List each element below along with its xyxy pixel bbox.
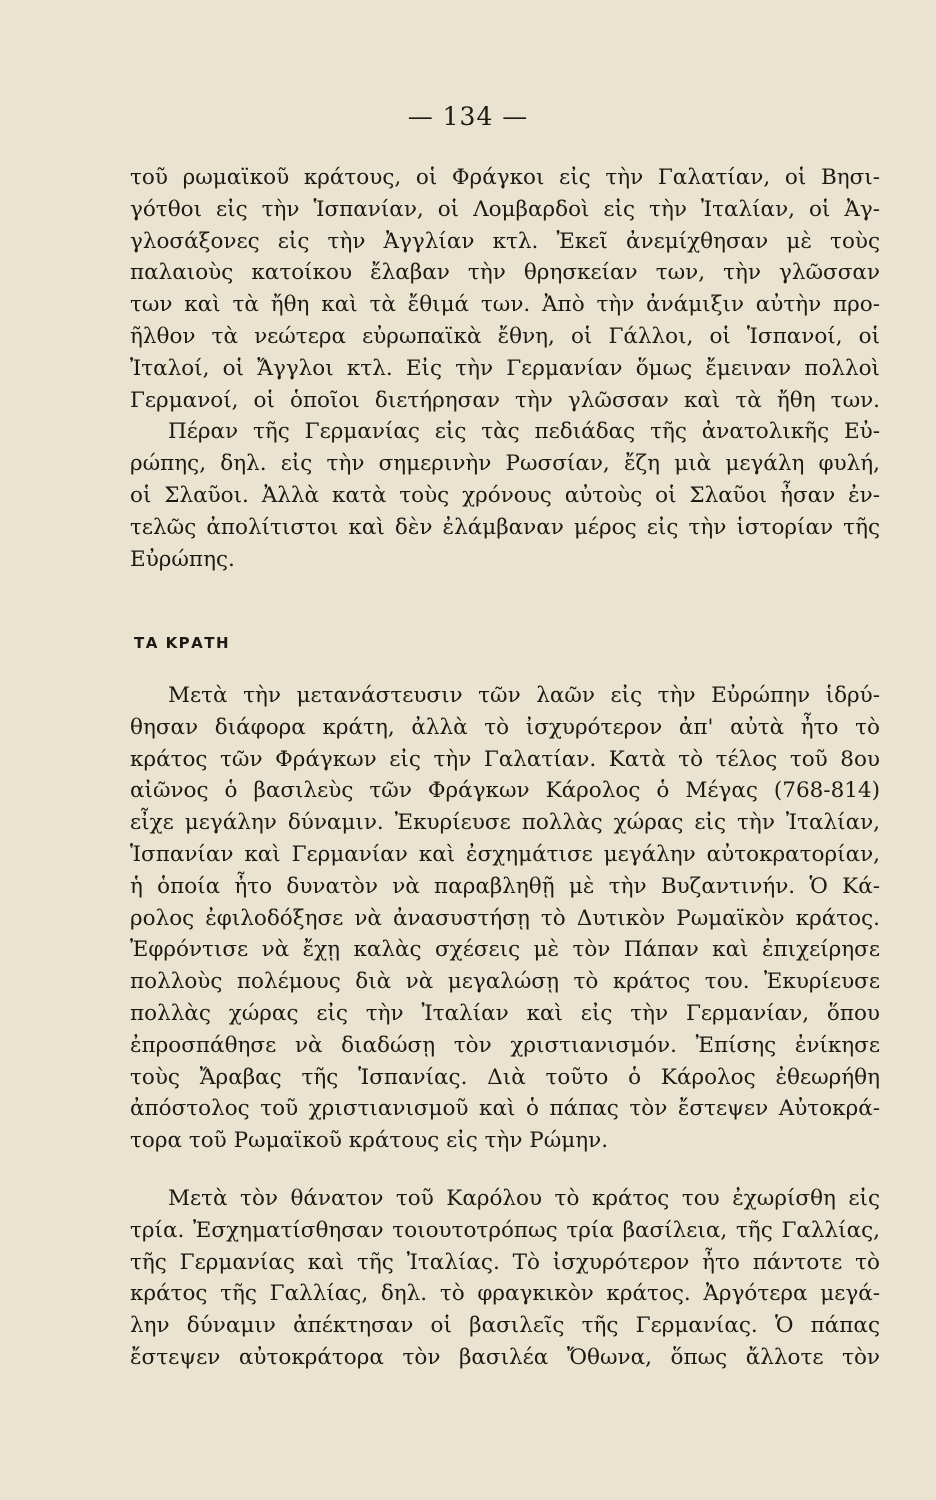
page-number: — 134 — bbox=[407, 102, 529, 131]
text-line: κράτος τῶν Φράγκων εἰς τὴν Γαλατίαν. Κατὰ τὸ τέλος τοῦ 8ου bbox=[130, 746, 880, 772]
text-line: τῆς Γερμανίας καὶ τῆς Ἰταλίας. Τὸ ἰσχυρότερον ἦτο πάντοτε τὸ bbox=[130, 1249, 880, 1275]
text-line: πολλοὺς πολέμους διὰ νὰ μεγαλώσῃ τὸ κράτος του. Ἐκυρίευσε bbox=[130, 969, 880, 995]
paragraph-1 bbox=[130, 162, 880, 575]
text-line: τρία. Ἐσχηματίσθησαν τοιουτοτρόπως τρία βασίλεια, τῆς Γαλλίας, bbox=[130, 1217, 880, 1243]
text-line: ἔστεψεν αὐτοκράτορα τὸν βασιλέα Ὄθωνα, ὅπως ἄλλοτε τὸν bbox=[130, 1344, 880, 1370]
text-line: ἡ ὁποία ἦτο δυνατὸν νὰ παραβληθῇ μὲ τὴν Βυζαντινήν. Ὁ Κά- bbox=[130, 873, 880, 899]
text-line: πολλὰς χώρας εἰς τὴν Ἰταλίαν καὶ εἰς τὴν Γερμανίαν, ὅπου bbox=[130, 1000, 880, 1026]
text-line: αἰῶνος ὁ βασιλεὺς τῶν Φράγκων Κάρολος ὁ Μέγας (768-814) bbox=[130, 778, 880, 804]
text-line: οἱ Σλαῦοι. Ἀλλὰ κατὰ τοὺς χρόνους αὐτοὺς οἱ Σλαῦοι ἦσαν ἐν- bbox=[130, 482, 880, 508]
text-line: Εὐρώπης. bbox=[130, 546, 235, 572]
text-line: ρώπης, δηλ. εἰς τὴν σημερινὴν Ρωσσίαν, ἔζη μιὰ μεγάλη φυλή, bbox=[130, 451, 880, 477]
text-line: γότθοι εἰς τὴν Ἱσπανίαν, οἱ Λομβαρδοὶ εἰς τὴν Ἰταλίαν, οἱ Ἀγ- bbox=[130, 196, 880, 222]
text-line: τελῶς ἀπολίτιστοι καὶ δὲν ἐλάμβαναν μέρος εἰς τὴν ἱστορίαν τῆς bbox=[130, 514, 880, 540]
text-line: ἀπόστολος τοῦ χριστιανισμοῦ καὶ ὁ πάπας τὸν ἔστεψεν Αὐτοκρά- bbox=[130, 1096, 880, 1122]
text-line: των καὶ τὰ ἤθη καὶ τὰ ἔθιμά των. Ἀπὸ τὴν ἀνάμιξιν αὐτὴν προ- bbox=[130, 292, 880, 318]
text-line: Μετὰ τὴν μετανάστευσιν τῶν λαῶν εἰς τὴν Εὐρώπην ἱδρύ- bbox=[168, 683, 880, 708]
section-heading: ΤΑ ΚΡΑΤΗ bbox=[134, 634, 231, 652]
text-line: λην δύναμιν ἀπέκτησαν οἱ βασιλεῖς τῆς Γερμανίας. Ὁ πάπας bbox=[130, 1313, 880, 1339]
text-line: Ἰταλοί, οἱ Ἄγγλοι κτλ. Εἰς τὴν Γερμανίαν ὅμως ἔμειναν πολλοὶ bbox=[130, 355, 880, 381]
text-line: Πέραν τῆς Γερμανίας εἰς τὰς πεδιάδας τῆς ἀνατολικῆς Εὐ- bbox=[168, 419, 880, 445]
text-line: παλαιοὺς κατοίκου ἔλαβαν τὴν θρησκείαν των, τὴν γλῶσσαν bbox=[130, 260, 880, 286]
text-line: Γερμανοί, οἱ ὁποῖοι διετήρησαν τὴν γλῶσσαν καὶ τὰ ἤθη των. bbox=[130, 387, 880, 413]
text-line: ῆλθον τὰ νεώτερα εὐρωπαϊκὰ ἔθνη, οἱ Γάλλοι, οἱ Ἱσπανοί, οἱ bbox=[130, 323, 880, 349]
text-line: τορα τοῦ Ρωμαϊκοῦ κράτους εἰς τὴν Ρώμην. bbox=[130, 1128, 609, 1154]
text-line: θησαν διάφορα κράτη, ἀλλὰ τὸ ἰσχυρότερον ἀπ' αὐτὰ ἦτο τὸ bbox=[130, 714, 880, 740]
paragraph-3 bbox=[130, 1183, 880, 1374]
text-line: εἶχε μεγάλην δύναμιν. Ἐκυρίευσε πολλὰς χώρας εἰς τὴν Ἰταλίαν, bbox=[130, 810, 880, 836]
text-line: ἐπροσπάθησε νὰ διαδώσῃ τὸν χριστιανισμόν. Ἐπίσης ἐνίκησε bbox=[130, 1032, 880, 1058]
text-line: Ἱσπανίαν καὶ Γερμανίαν καὶ ἐσχημάτισε μεγάλην αὐτοκρατορίαν, bbox=[130, 841, 880, 867]
text-line: τοὺς Ἄραβας τῆς Ἱσπανίας. Διὰ τοῦτο ὁ Κάρολος ἐθεωρήθη bbox=[130, 1064, 880, 1090]
text-line: ρολος ἐφιλοδόξησε νὰ ἀνασυστήσῃ τὸ Δυτικὸν Ρωμαϊκὸν κράτος. bbox=[130, 905, 880, 931]
text-line: Μετὰ τὸν θάνατον τοῦ Καρόλου τὸ κράτος του ἐχωρίσθη εἰς bbox=[168, 1186, 880, 1211]
text-line: Ἐφρόντισε νὰ ἔχῃ καλὰς σχέσεις μὲ τὸν Πάπαν καὶ ἐπιχείρησε bbox=[130, 937, 880, 963]
text-line: τοῦ ρωμαϊκοῦ κράτους, οἱ Φράγκοι εἰς τὴν Γαλατίαν, οἱ Βησι- bbox=[130, 165, 880, 190]
text-line: γλοσάξονες εἰς τὴν Ἀγγλίαν κτλ. Ἐκεῖ ἀνεμίχθησαν μὲ τοὺς bbox=[130, 228, 880, 254]
paragraph-2 bbox=[130, 680, 880, 1157]
text-line: κράτος τῆς Γαλλίας, δηλ. τὸ φραγκικὸν κράτος. Ἀργότερα μεγά- bbox=[130, 1281, 880, 1307]
